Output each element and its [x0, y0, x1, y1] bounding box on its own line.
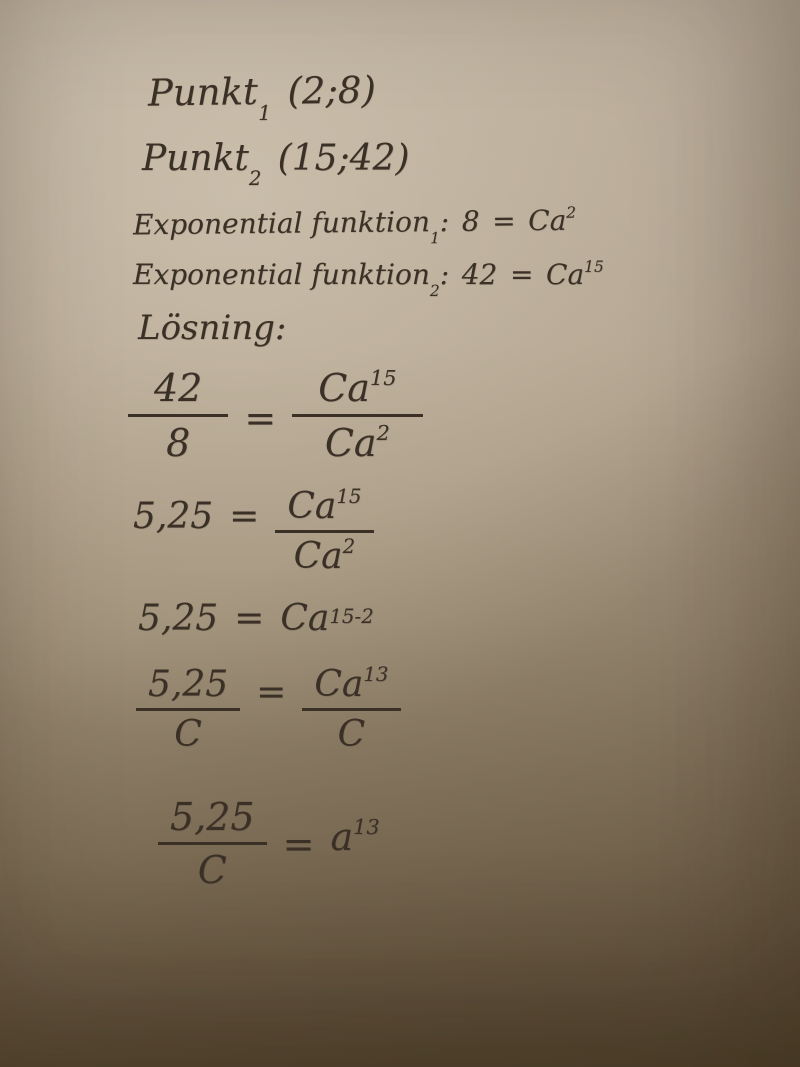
exp1-base: Ca — [528, 203, 567, 238]
rhs-fraction — [275, 486, 373, 577]
base: Ca — [280, 598, 330, 639]
base: Ca — [293, 536, 343, 577]
denominator: C — [197, 848, 227, 892]
punkt1-subscript: 1 — [257, 100, 272, 125]
denominator: C — [174, 714, 202, 755]
rhs-fraction — [302, 664, 400, 755]
numerator — [302, 664, 400, 711]
punkt2-subscript: 2 — [248, 167, 262, 191]
rhs-fraction — [292, 366, 422, 469]
lhs-fraction — [158, 795, 267, 892]
base: Ca — [287, 486, 337, 527]
exp2-base: Ca — [546, 258, 585, 291]
exp2-subscript: 2 — [429, 281, 440, 300]
exp2-label: Exponential funktion — [133, 258, 430, 291]
equals-sign: = — [491, 204, 516, 238]
punkt2-label: Punkt — [142, 138, 249, 179]
denominator: C — [337, 714, 366, 755]
exp2-exponent: 15 — [584, 258, 604, 277]
exp1-exponent: 2 — [566, 203, 577, 222]
exponent: 13 — [363, 663, 389, 687]
numerator — [292, 366, 422, 417]
lhs-value: 5,25 — [138, 598, 219, 639]
rhs-expression — [330, 815, 379, 859]
exp1-lhs: 8 — [461, 204, 480, 238]
exponent: 15 — [369, 366, 397, 391]
exponent: 2 — [342, 535, 356, 559]
equals-sign: = — [256, 672, 287, 713]
numerator: 42 — [128, 366, 228, 417]
lhs-fraction — [128, 366, 228, 469]
base: a — [330, 814, 354, 859]
base: Ca — [318, 366, 370, 410]
exponential-function-1-line — [132, 203, 577, 248]
point-1-line — [147, 68, 377, 125]
punkt1-coordinates: (2;8) — [287, 68, 377, 113]
exponential-function-2-line — [133, 258, 604, 300]
denominator: 8 — [166, 421, 191, 465]
exponent: 2 — [376, 421, 390, 446]
point-2-line — [142, 138, 410, 191]
solution-heading — [138, 308, 286, 348]
equals-sign: = — [234, 598, 265, 639]
numerator: 5,25 — [136, 664, 240, 711]
base: Ca — [314, 664, 364, 705]
exponent: 15 — [336, 485, 362, 509]
exponent: 13 — [353, 814, 380, 839]
exp1-subscript: 1 — [429, 229, 440, 248]
equation-divide-by-c — [136, 664, 401, 755]
exp2-colon: : — [439, 258, 450, 291]
equals-sign: = — [282, 821, 315, 866]
denominator — [282, 533, 368, 577]
equals-sign: = — [229, 496, 260, 537]
punkt2-coordinates: (15;42) — [277, 138, 410, 179]
denominator — [299, 417, 416, 469]
punkt1-label: Punkt — [147, 70, 259, 115]
exp2-lhs: 42 — [461, 258, 498, 291]
equation-final-result — [158, 795, 380, 892]
base: Ca — [324, 421, 377, 465]
exp1-colon: : — [439, 205, 450, 239]
equation-simplified-ratio — [133, 486, 374, 577]
lhs-value: 5,25 — [133, 496, 214, 537]
equals-sign: = — [244, 395, 277, 440]
equation-exponent-subtraction: 5,25 = Ca $^{15-2}$ — [138, 598, 374, 639]
numerator: 5,25 — [158, 795, 267, 845]
equals-sign: = — [509, 258, 534, 291]
equation-ratio — [128, 366, 423, 469]
lhs-fraction — [136, 664, 240, 755]
numerator — [275, 486, 373, 533]
exp1-label: Exponential funktion — [132, 205, 431, 242]
solving-label: Lösning: — [138, 308, 287, 348]
